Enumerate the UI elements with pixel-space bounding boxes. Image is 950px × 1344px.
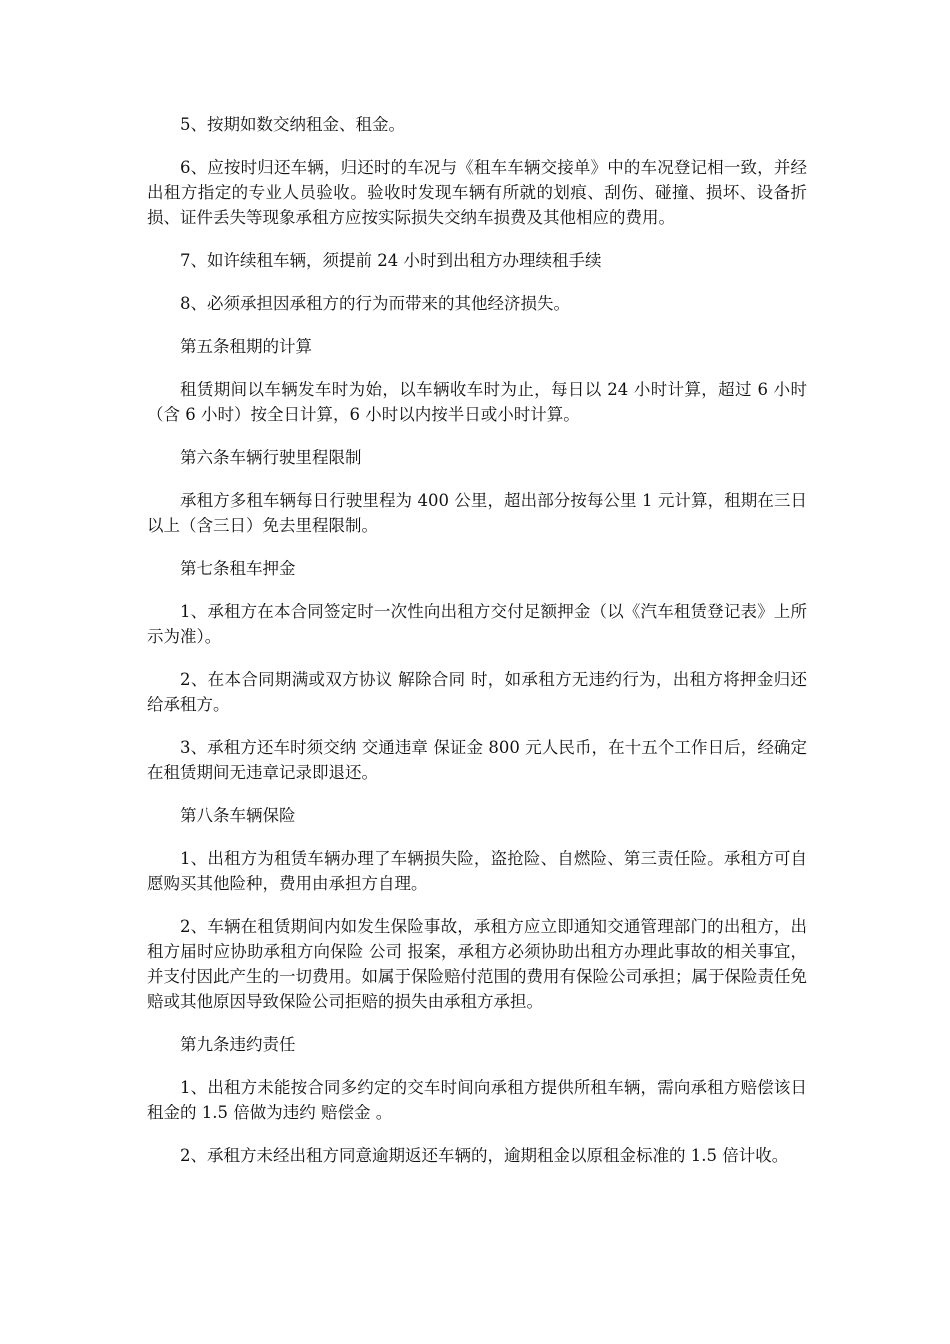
paragraph-breach-2: 2、承租方未经出租方同意逾期返还车辆的，逾期租金以原租金标准的 1.5 倍计收。 — [180, 1146, 789, 1165]
section-heading-article-8: 第八条车辆保险 — [180, 806, 296, 825]
section-heading-article-7: 第七条租车押金 — [180, 559, 296, 578]
paragraph-deposit-2: 2、在本合同期满或双方协议 解除合同 时，如承租方无违约行为，出租方将押金归还给承租方。 — [147, 670, 807, 714]
paragraph-mileage-limit: 承租方多租车辆每日行驶里程为 400 公里，超出部分按每公里 1 元计算，租期在三日以上（含三日）免去里程限制。 — [147, 491, 807, 535]
paragraph-deposit-3: 3、承租方还车时须交纳 交通违章 保证金 800 元人民币，在十五个工作日后，经确定在租赁期间无违章记录即退还。 — [147, 738, 807, 782]
paragraph-breach-1: 1、出租方未能按合同多约定的交车时间向承租方提供所租车辆，需向承租方赔偿该日租金的 1.5 倍做为违约 赔偿金 。 — [147, 1078, 807, 1122]
section-heading-article-5: 第五条租期的计算 — [180, 337, 312, 356]
document-page — [147, 112, 807, 1186]
paragraph-item-8: 8、必须承担因承租方的行为而带来的其他经济损失。 — [180, 294, 570, 313]
paragraph-insurance-2: 2、车辆在租赁期间内如发生保险事故，承租方应立即通知交通管理部门的出租方，出租方届时应协助承租方向保险 公司 报案，承租方必须协助出租方办理此事故的相关事宜，并支付因此产生的一切费用。如属于保险赔付范围的费用有保险公司承担；属于保险责任免赔或其他原因导致保险公司拒赔的损失由承租方承担。 — [147, 917, 807, 1011]
section-heading-article-9: 第九条违约责任 — [180, 1035, 296, 1054]
paragraph-item-5: 5、按期如数交纳租金、租金。 — [180, 115, 405, 134]
paragraph-deposit-1: 1、承租方在本合同签定时一次性向出租方交付足额押金（以《汽车租赁登记表》上所示为准）。 — [147, 602, 807, 646]
section-heading-article-6: 第六条车辆行驶里程限制 — [180, 448, 362, 467]
paragraph-item-6: 6、应按时归还车辆，归还时的车况与《租车车辆交接单》中的车况登记相一致，并经出租方指定的专业人员验收。验收时发现车辆有所就的划痕、刮伤、碰撞、损坏、设备折损、证件丢失等现象承租方应按实际损失交纳车损费及其他相应的费用。 — [147, 158, 807, 227]
paragraph-insurance-1: 1、出租方为租赁车辆办理了车辆损失险，盗抢险、自燃险、第三责任险。承租方可自愿购买其他险种，费用由承担方自理。 — [147, 849, 807, 893]
paragraph-item-7: 7、如许续租车辆，须提前 24 小时到出租方办理续租手续 — [180, 251, 602, 270]
paragraph-rental-period: 租赁期间以车辆发车时为始，以车辆收车时为止，每日以 24 小时计算，超过 6 小时（含 6 小时）按全日计算，6 小时以内按半日或小时计算。 — [147, 380, 807, 424]
